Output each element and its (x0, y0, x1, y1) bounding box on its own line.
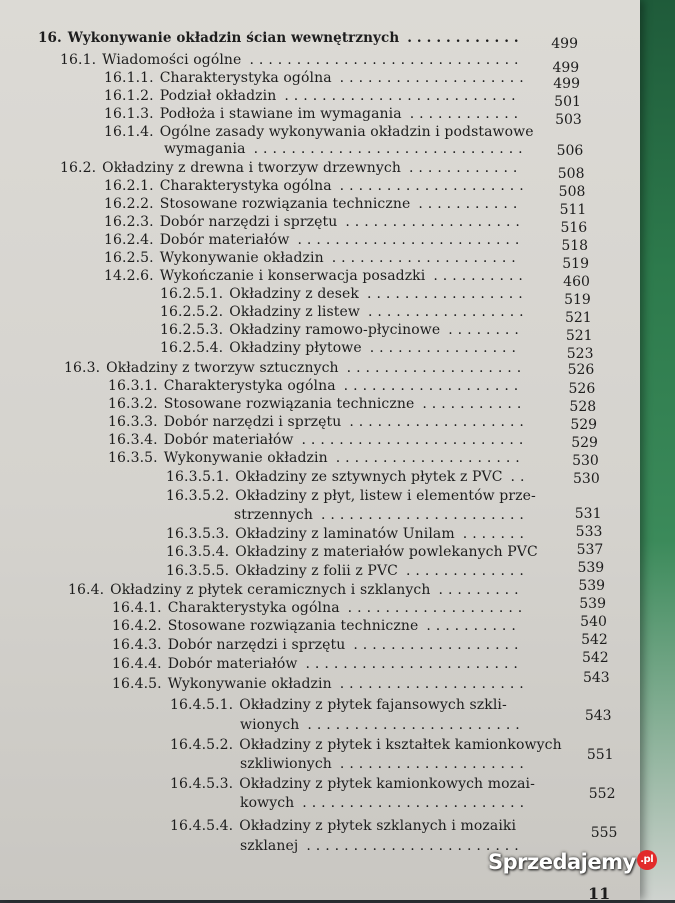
toc-leader-dots: .................... (339, 676, 529, 692)
toc-entry-number: 16.4.3. (112, 637, 162, 653)
toc-page-number: 499 (551, 36, 578, 52)
toc-entry (104, 214, 525, 231)
toc-entry-title: Wykonywanie okładzin (167, 676, 332, 692)
toc-leader-dots: ........... (418, 196, 523, 212)
toc-page-number: 539 (577, 560, 605, 576)
toc-page-number: 499 (553, 76, 580, 92)
toc-page-number: 543 (582, 670, 610, 686)
toc-entry-number: 16.2.5.2. (160, 304, 224, 320)
toc-page-number: 533 (575, 524, 603, 540)
toc-leader-dots: .......... (433, 268, 528, 284)
toc-entry (64, 360, 526, 377)
toc-entry-number: 16.4.1. (112, 600, 162, 616)
toc-leader-dots: .................... (339, 756, 529, 772)
toc-entry (112, 676, 529, 693)
toc-entry-number: 16.4.2. (112, 618, 162, 634)
toc-leader-dots: ...................... (320, 507, 529, 523)
toc-page-number: 526 (568, 381, 596, 397)
toc-leader-dots: ................. (367, 286, 528, 302)
toc-page-number: 555 (590, 825, 618, 841)
toc-entry-number: 16.3.5.2. (166, 488, 230, 504)
toc-entry-number: 16.2.3. (104, 214, 154, 230)
toc-leader-dots: ......... (438, 582, 524, 598)
toc-page-number: 543 (584, 708, 612, 724)
toc-entry (112, 656, 523, 673)
toc-leader-dots: ................ (369, 340, 521, 356)
toc-entry-title: Okładziny z materiałów powlekanych PVC (235, 544, 538, 560)
toc-leader-dots: ........................ (301, 432, 529, 448)
toc-entry (104, 124, 534, 141)
toc-entry-title: Charakterystyka ogólna (159, 178, 332, 194)
toc-entry (104, 106, 523, 123)
toc-entry-title: Wiadomości ogólne (102, 52, 242, 68)
toc-leader-dots: ........................ (297, 232, 525, 248)
toc-leader-dots: ............ (407, 30, 524, 46)
toc-entry-title: wymagania (164, 141, 246, 157)
toc-page-number: 519 (562, 256, 589, 272)
toc-entry (108, 432, 528, 449)
toc-leader-dots: ........... (422, 396, 527, 412)
toc-page-number: 530 (573, 471, 600, 487)
toc-entry-number: 16.4.5. (112, 676, 162, 692)
toc-entry (166, 526, 529, 543)
toc-entry-number: 16.2.5.1. (160, 286, 224, 302)
toc-page-number: 508 (557, 166, 585, 182)
toc-entry (166, 544, 546, 561)
toc-entry-title: Stosowane rozwiązania techniczne (163, 396, 415, 412)
toc-entry-number: 16.4. (68, 582, 105, 598)
toc-leader-dots: ................... (343, 378, 524, 394)
toc-entry-number: 16.1. (60, 52, 97, 68)
toc-entry (104, 178, 529, 195)
toc-page-number: 528 (569, 399, 597, 415)
toc-entry-number: 16.4.5.2. (170, 737, 234, 753)
toc-leader-dots: .......... (426, 618, 521, 634)
toc-entry-title: Dobór materiałów (167, 656, 298, 672)
toc-entry-title: Wykonywanie okładzin (163, 450, 328, 466)
toc-page-number: 518 (561, 238, 589, 254)
toc-page-number: 529 (570, 417, 598, 433)
toc-entry-title: Stosowane rozwiązania techniczne (167, 618, 419, 634)
page-number: 11 (588, 884, 611, 903)
toc-entry (112, 618, 521, 635)
toc-entry-number: 16.4.4. (112, 656, 162, 672)
toc-page-number: 552 (588, 786, 616, 802)
toc-entry-title: Okładziny z listew (229, 304, 360, 320)
toc-entry-number: 16.1.3. (104, 106, 154, 122)
toc-entry-title: Charakterystyka ogólna (167, 600, 340, 616)
toc-entry (104, 88, 521, 105)
toc-entry-title: Okładziny ze sztywnych płytek z PVC (235, 469, 503, 485)
toc-page-number: 542 (581, 632, 608, 648)
toc-leader-dots: ........ (448, 322, 524, 338)
toc-entry (108, 414, 529, 431)
toc-leader-dots: ............................. (249, 52, 524, 68)
toc-entry-number: 16.2.2. (104, 196, 154, 212)
toc-leader-dots: .................. (353, 637, 524, 653)
toc-entry (240, 795, 529, 812)
toc-leader-dots: ............................. (253, 141, 528, 157)
toc-leader-dots: ....................... (306, 838, 524, 854)
toc-entry (104, 196, 522, 213)
toc-entry (38, 30, 524, 47)
toc-leader-dots: ....... (462, 526, 529, 542)
toc-entry (240, 717, 525, 734)
toc-page-number: 551 (586, 747, 614, 763)
toc-entry (104, 70, 529, 87)
toc-entry-title: Okładziny płytowe (229, 340, 362, 356)
toc-entry (166, 488, 536, 505)
toc-entry-number: 16.3.1. (108, 378, 158, 394)
toc-entry-title: Okładziny z płytek kamionkowych mozai- (239, 776, 535, 792)
toc-entry (60, 160, 522, 177)
toc-entry-number: 16.3.4. (108, 432, 158, 448)
toc-entry-title: Okładziny z płytek szklanych i mozaiki (239, 818, 517, 834)
toc-entry (104, 268, 528, 285)
toc-entry-number: 16.2.1. (104, 178, 154, 194)
toc-entry (160, 322, 524, 339)
toc-entry-number: 16.3.5.5. (166, 563, 230, 579)
toc-entry (166, 469, 529, 486)
toc-entry-title: Okładziny z desek (229, 286, 360, 302)
toc-entry-title: Dobór narzędzi i sprzętu (167, 637, 346, 653)
toc-entry-title: Okładziny ramowo-płycinowe (229, 322, 441, 338)
toc-entry-number: 16.2.4. (104, 232, 154, 248)
toc-entry-title: Charakterystyka ogólna (163, 378, 336, 394)
toc-entry-number: 16.1.2. (104, 88, 154, 104)
toc-entry-number: 16.2.5. (104, 250, 154, 266)
toc-entry-title: Wykonywanie okładzin (159, 250, 324, 266)
watermark-logo (488, 850, 657, 874)
toc-entry-number: 16.3.3. (108, 414, 158, 430)
toc-entry-title: Wykończanie i konserwacja posadzki (159, 268, 426, 284)
toc-leader-dots: ............ (409, 106, 524, 122)
toc-leader-dots: .................... (339, 70, 529, 86)
toc-entry (240, 838, 524, 855)
toc-page-number: 542 (581, 650, 609, 666)
toc-entry-number: 16.2.5.4. (160, 340, 224, 356)
toc-leader-dots: ............ (408, 160, 523, 176)
toc-entry-number: 16.4.5.4. (170, 818, 234, 834)
toc-entry-title: Okładziny z płytek i kształtek kamionkowych (239, 737, 562, 753)
toc-entry-title: Ogólne zasady wykonywania okładzin i podstawowe (159, 124, 534, 140)
toc-leader-dots: .................... (339, 178, 529, 194)
watermark-text: Sprzedajemy (488, 850, 636, 874)
toc-page-number: 503 (555, 112, 582, 128)
toc-entry (170, 737, 562, 754)
toc-entry (234, 507, 529, 524)
toc-page-number: 530 (572, 453, 599, 469)
toc-entry-title: Wykonywanie okładzin ścian wewnętrznych (67, 30, 400, 46)
toc-page-number: 499 (552, 60, 580, 76)
toc-entry (108, 378, 523, 395)
toc-entry (104, 232, 524, 249)
toc-entry-number: 14.2.6. (104, 268, 154, 284)
toc-entry-title: Podłoża i stawiane im wymagania (159, 106, 402, 122)
toc-entry-title: strzennych (234, 507, 313, 523)
toc-page-number: 521 (564, 310, 592, 326)
toc-entry (170, 697, 507, 714)
toc-page-number: 537 (576, 542, 604, 558)
toc-entry-title: Okładziny z drewna i tworzyw drzewnych (102, 160, 401, 176)
toc-leader-dots: ................... (349, 414, 529, 430)
toc-entry-number: 16.3.2. (108, 396, 158, 412)
toc-leader-dots: ......................... (284, 88, 521, 104)
toc-page-number: 516 (560, 220, 588, 236)
toc-entry-number: 16.1.1. (104, 70, 154, 86)
toc-entry (108, 450, 525, 467)
toc-leader-dots: ................... (346, 360, 527, 376)
toc-entry (164, 141, 528, 158)
background-green (635, 0, 675, 900)
toc-entry-number: 16.3.5.1. (166, 469, 230, 485)
toc-entry (160, 304, 529, 321)
toc-entry (166, 563, 529, 580)
toc-entry-number: 16.3.5.3. (166, 526, 230, 542)
toc-entry (60, 52, 524, 69)
watermark-badge: .pl (637, 850, 657, 870)
toc-page-number: 539 (578, 578, 606, 594)
toc-entry (68, 582, 524, 599)
toc-entry (170, 776, 535, 793)
toc-entry-title: Okładziny z płytek fajansowych szkli- (239, 697, 507, 713)
toc-page-number: 539 (579, 596, 606, 612)
toc-leader-dots: ................... (347, 600, 528, 616)
toc-entry (240, 756, 529, 773)
toc-entry-title: wionych (240, 717, 300, 733)
toc-entry-number: 16.4.5.1. (170, 697, 234, 713)
toc-entry-title: szklanej (240, 838, 299, 854)
toc-page-number: 519 (564, 292, 591, 308)
toc-leader-dots: ....................... (305, 656, 523, 672)
toc-entry (108, 396, 526, 413)
toc-entry (104, 250, 521, 267)
toc-entry-title: Stosowane rozwiązania techniczne (159, 196, 411, 212)
toc-leader-dots: .. (510, 469, 530, 485)
toc-page-number: 521 (565, 328, 593, 344)
toc-entry-number: 16.3.5.4. (166, 544, 230, 560)
toc-leader-dots: .................... (331, 250, 521, 266)
toc-entry-title: Dobór materiałów (163, 432, 294, 448)
toc-entry-title: Dobór narzędzi i sprzętu (159, 214, 338, 230)
toc-page-number: 506 (556, 143, 584, 159)
toc-leader-dots: .................... (335, 450, 525, 466)
toc-entry-title: Okładziny z tworzyw sztucznych (106, 360, 339, 376)
toc-leader-dots: ................. (367, 304, 529, 320)
toc-page-number: 460 (563, 274, 590, 290)
toc-page-number: 523 (566, 346, 594, 362)
toc-entry-number: 16.3. (64, 360, 101, 376)
toc-entry-number: 16.1.4. (104, 124, 154, 140)
toc-page-number: 526 (567, 362, 595, 378)
toc-page-number: 511 (559, 202, 587, 218)
toc-leader-dots: ....................... (307, 717, 525, 733)
toc-leader-dots: ............. (405, 563, 529, 579)
toc-entry-title: Dobór materiałów (159, 232, 290, 248)
toc-leader-dots: ........................ (302, 795, 530, 811)
toc-entry-title: Okładziny z laminatów Unilam (235, 526, 455, 542)
toc-entry (160, 286, 528, 303)
toc-entry (112, 600, 527, 617)
toc-entry-number: 16.2.5.3. (160, 322, 224, 338)
toc-entry (160, 340, 521, 357)
toc-entry (112, 637, 523, 654)
toc-entry-title: Podział okładzin (159, 88, 277, 104)
toc-entry-title: Okładziny z folii z PVC (235, 563, 398, 579)
toc-entry (170, 818, 516, 835)
toc-entry-title: Dobór narzędzi i sprzętu (163, 414, 342, 430)
toc-entry-number: 16.4.5.3. (170, 776, 234, 792)
toc-page-number: 501 (554, 94, 581, 110)
toc-page-number: 540 (580, 614, 607, 630)
toc-entry-number: 16.3.5. (108, 450, 158, 466)
toc-leader-dots: ................... (345, 214, 525, 230)
toc-entry-title: kowych (240, 795, 295, 811)
toc-entry-number: 16. (38, 30, 62, 46)
toc-entry-title: Okładziny z płytek ceramicznych i szklanych (110, 582, 431, 598)
toc-entry-number: 16.2. (60, 160, 97, 176)
toc-entry-title: Charakterystyka ogólna (159, 70, 332, 86)
toc-page-number: 529 (571, 435, 598, 451)
toc-entry-title: szkliwionych (240, 756, 332, 772)
toc-entry-title: Okładziny z płyt, listew i elementów prze- (235, 488, 536, 504)
toc-page-number: 531 (574, 506, 602, 522)
toc-page-number: 508 (558, 184, 586, 200)
